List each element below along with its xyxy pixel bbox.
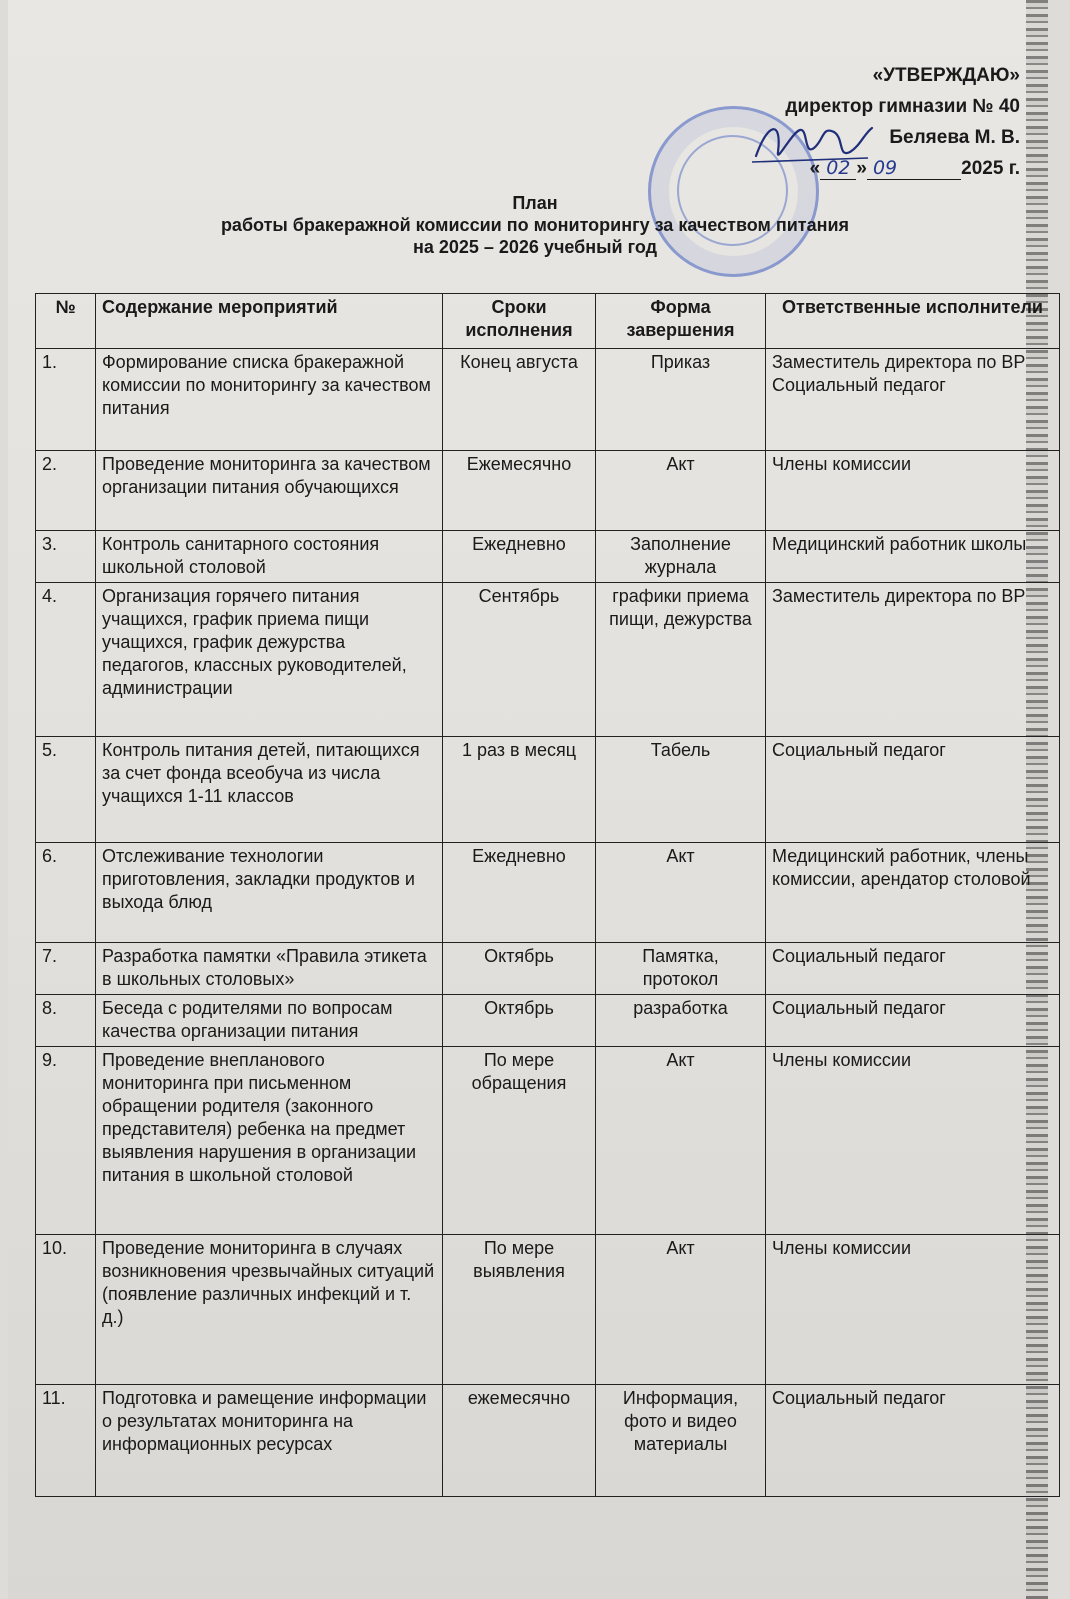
table-row	[36, 1047, 1060, 1235]
table-row	[36, 349, 1060, 451]
approval-date	[810, 153, 1020, 184]
cell-content: Контроль питания детей, питающихся за счет фонда всеобуча из числа учащихся 1-11 классов	[96, 737, 443, 843]
cell-term: Ежедневно	[443, 843, 596, 943]
cell-num: 1.	[36, 349, 96, 451]
title-line-3: на 2025 – 2026 учебный год	[412, 237, 658, 257]
header-form: Форма завершения	[596, 294, 766, 349]
cell-resp: Медицинский работник, члены комиссии, арендатор столовой	[766, 843, 1060, 943]
cell-resp: Социальный педагог	[766, 943, 1060, 995]
approval-position: директор гимназии № 40	[785, 96, 1020, 117]
cell-num: 10.	[36, 1235, 96, 1385]
approval-date-day: 02	[826, 157, 851, 179]
cell-term: Октябрь	[443, 943, 596, 995]
approval-date-close-quote: »	[856, 158, 867, 179]
title-line-2: работы бракеражной комиссии по мониторингу за качеством питания	[220, 215, 850, 235]
cell-form: Акт	[596, 843, 766, 943]
title-line-1: План	[512, 193, 558, 213]
cell-num: 4.	[36, 583, 96, 737]
cell-resp: Социальный педагог	[766, 995, 1060, 1047]
table-row	[36, 583, 1060, 737]
cell-resp: Члены комиссии	[766, 1235, 1060, 1385]
cell-content: Разработка памятки «Правила этикета в школьных столовых»	[96, 943, 443, 995]
cell-content: Подготовка и рамещение информации о результатах мониторинга на информационных ресурсах	[96, 1385, 443, 1497]
cell-form: Приказ	[596, 349, 766, 451]
cell-form: графики приема пищи, дежурства	[596, 583, 766, 737]
table-body	[36, 349, 1060, 1497]
cell-resp: Члены комиссии	[766, 451, 1060, 531]
table-row	[36, 531, 1060, 583]
cell-term: По мере обращения	[443, 1047, 596, 1235]
cell-content: Проведение мониторинга за качеством организации питания обучающихся	[96, 451, 443, 531]
cell-term: ежемесячно	[443, 1385, 596, 1497]
cell-num: 2.	[36, 451, 96, 531]
cell-num: 8.	[36, 995, 96, 1047]
table-row	[36, 737, 1060, 843]
table-row	[36, 995, 1060, 1047]
cell-num: 3.	[36, 531, 96, 583]
table-row	[36, 843, 1060, 943]
approval-date-month: 09	[872, 157, 898, 179]
cell-content: Проведение внепланового мониторинга при письменном обращении родителя (законного представителя) ребенка на предмет выявления нарушения в организации питания в школьной столовой	[96, 1047, 443, 1235]
approval-date-year: 2025 г.	[961, 158, 1020, 179]
cell-form: Акт	[596, 1047, 766, 1235]
approval-block	[785, 60, 1020, 184]
cell-content: Формирование списка бракеражной комиссии по мониторингу за качеством питания	[96, 349, 443, 451]
table-row	[36, 943, 1060, 995]
cell-content: Проведение мониторинга в случаях возникновения чрезвычайных ситуаций (появление различных инфекций и т. д.)	[96, 1235, 443, 1385]
cell-term: Октябрь	[443, 995, 596, 1047]
cell-term: Ежемесячно	[443, 451, 596, 531]
cell-form: Заполнение журнала	[596, 531, 766, 583]
header-resp: Ответственные исполнители	[766, 294, 1060, 349]
cell-content: Контроль санитарного состояния школьной столовой	[96, 531, 443, 583]
cell-term: По мере выявления	[443, 1235, 596, 1385]
cell-form: Акт	[596, 1235, 766, 1385]
table-header-row	[36, 294, 1060, 349]
cell-num: 9.	[36, 1047, 96, 1235]
cell-term: 1 раз в месяц	[443, 737, 596, 843]
cell-content: Отслеживание технологии приготовления, закладки продуктов и выхода блюд	[96, 843, 443, 943]
table-row	[36, 1235, 1060, 1385]
cell-term: Сентябрь	[443, 583, 596, 737]
cell-content: Организация горячего питания учащихся, график приема пищи учащихся, график дежурства педагогов, классных руководителей, администрации	[96, 583, 443, 737]
cell-resp: Члены комиссии	[766, 1047, 1060, 1235]
cell-form: Памятка, протокол	[596, 943, 766, 995]
table-row	[36, 451, 1060, 531]
header-num: №	[36, 294, 96, 349]
cell-form: Информация, фото и видео материалы	[596, 1385, 766, 1497]
cell-resp: Заместитель директора по ВР	[766, 583, 1060, 737]
approval-date-open-quote: «	[809, 158, 821, 179]
cell-term: Ежедневно	[443, 531, 596, 583]
plan-table	[35, 293, 1060, 1497]
approval-name: Беляева М. В.	[889, 127, 1020, 148]
cell-num: 6.	[36, 843, 96, 943]
document-title	[0, 192, 1070, 258]
cell-form: разработка	[596, 995, 766, 1047]
cell-term: Конец августа	[443, 349, 596, 451]
cell-content: Беседа с родителями по вопросам качества организации питания	[96, 995, 443, 1047]
header-content: Содержание мероприятий	[96, 294, 443, 349]
cell-resp: Заместитель директора по ВР Социальный педагог	[766, 349, 1060, 451]
cell-resp: Социальный педагог	[766, 737, 1060, 843]
cell-form: Табель	[596, 737, 766, 843]
table-row	[36, 1385, 1060, 1497]
cell-num: 7.	[36, 943, 96, 995]
cell-resp: Социальный педагог	[766, 1385, 1060, 1497]
approval-heading: «УТВЕРЖДАЮ»	[872, 65, 1020, 86]
cell-num: 11.	[36, 1385, 96, 1497]
cell-form: Акт	[596, 451, 766, 531]
cell-resp: Медицинский работник школы	[766, 531, 1060, 583]
header-term: Сроки исполнения	[443, 294, 596, 349]
cell-num: 5.	[36, 737, 96, 843]
